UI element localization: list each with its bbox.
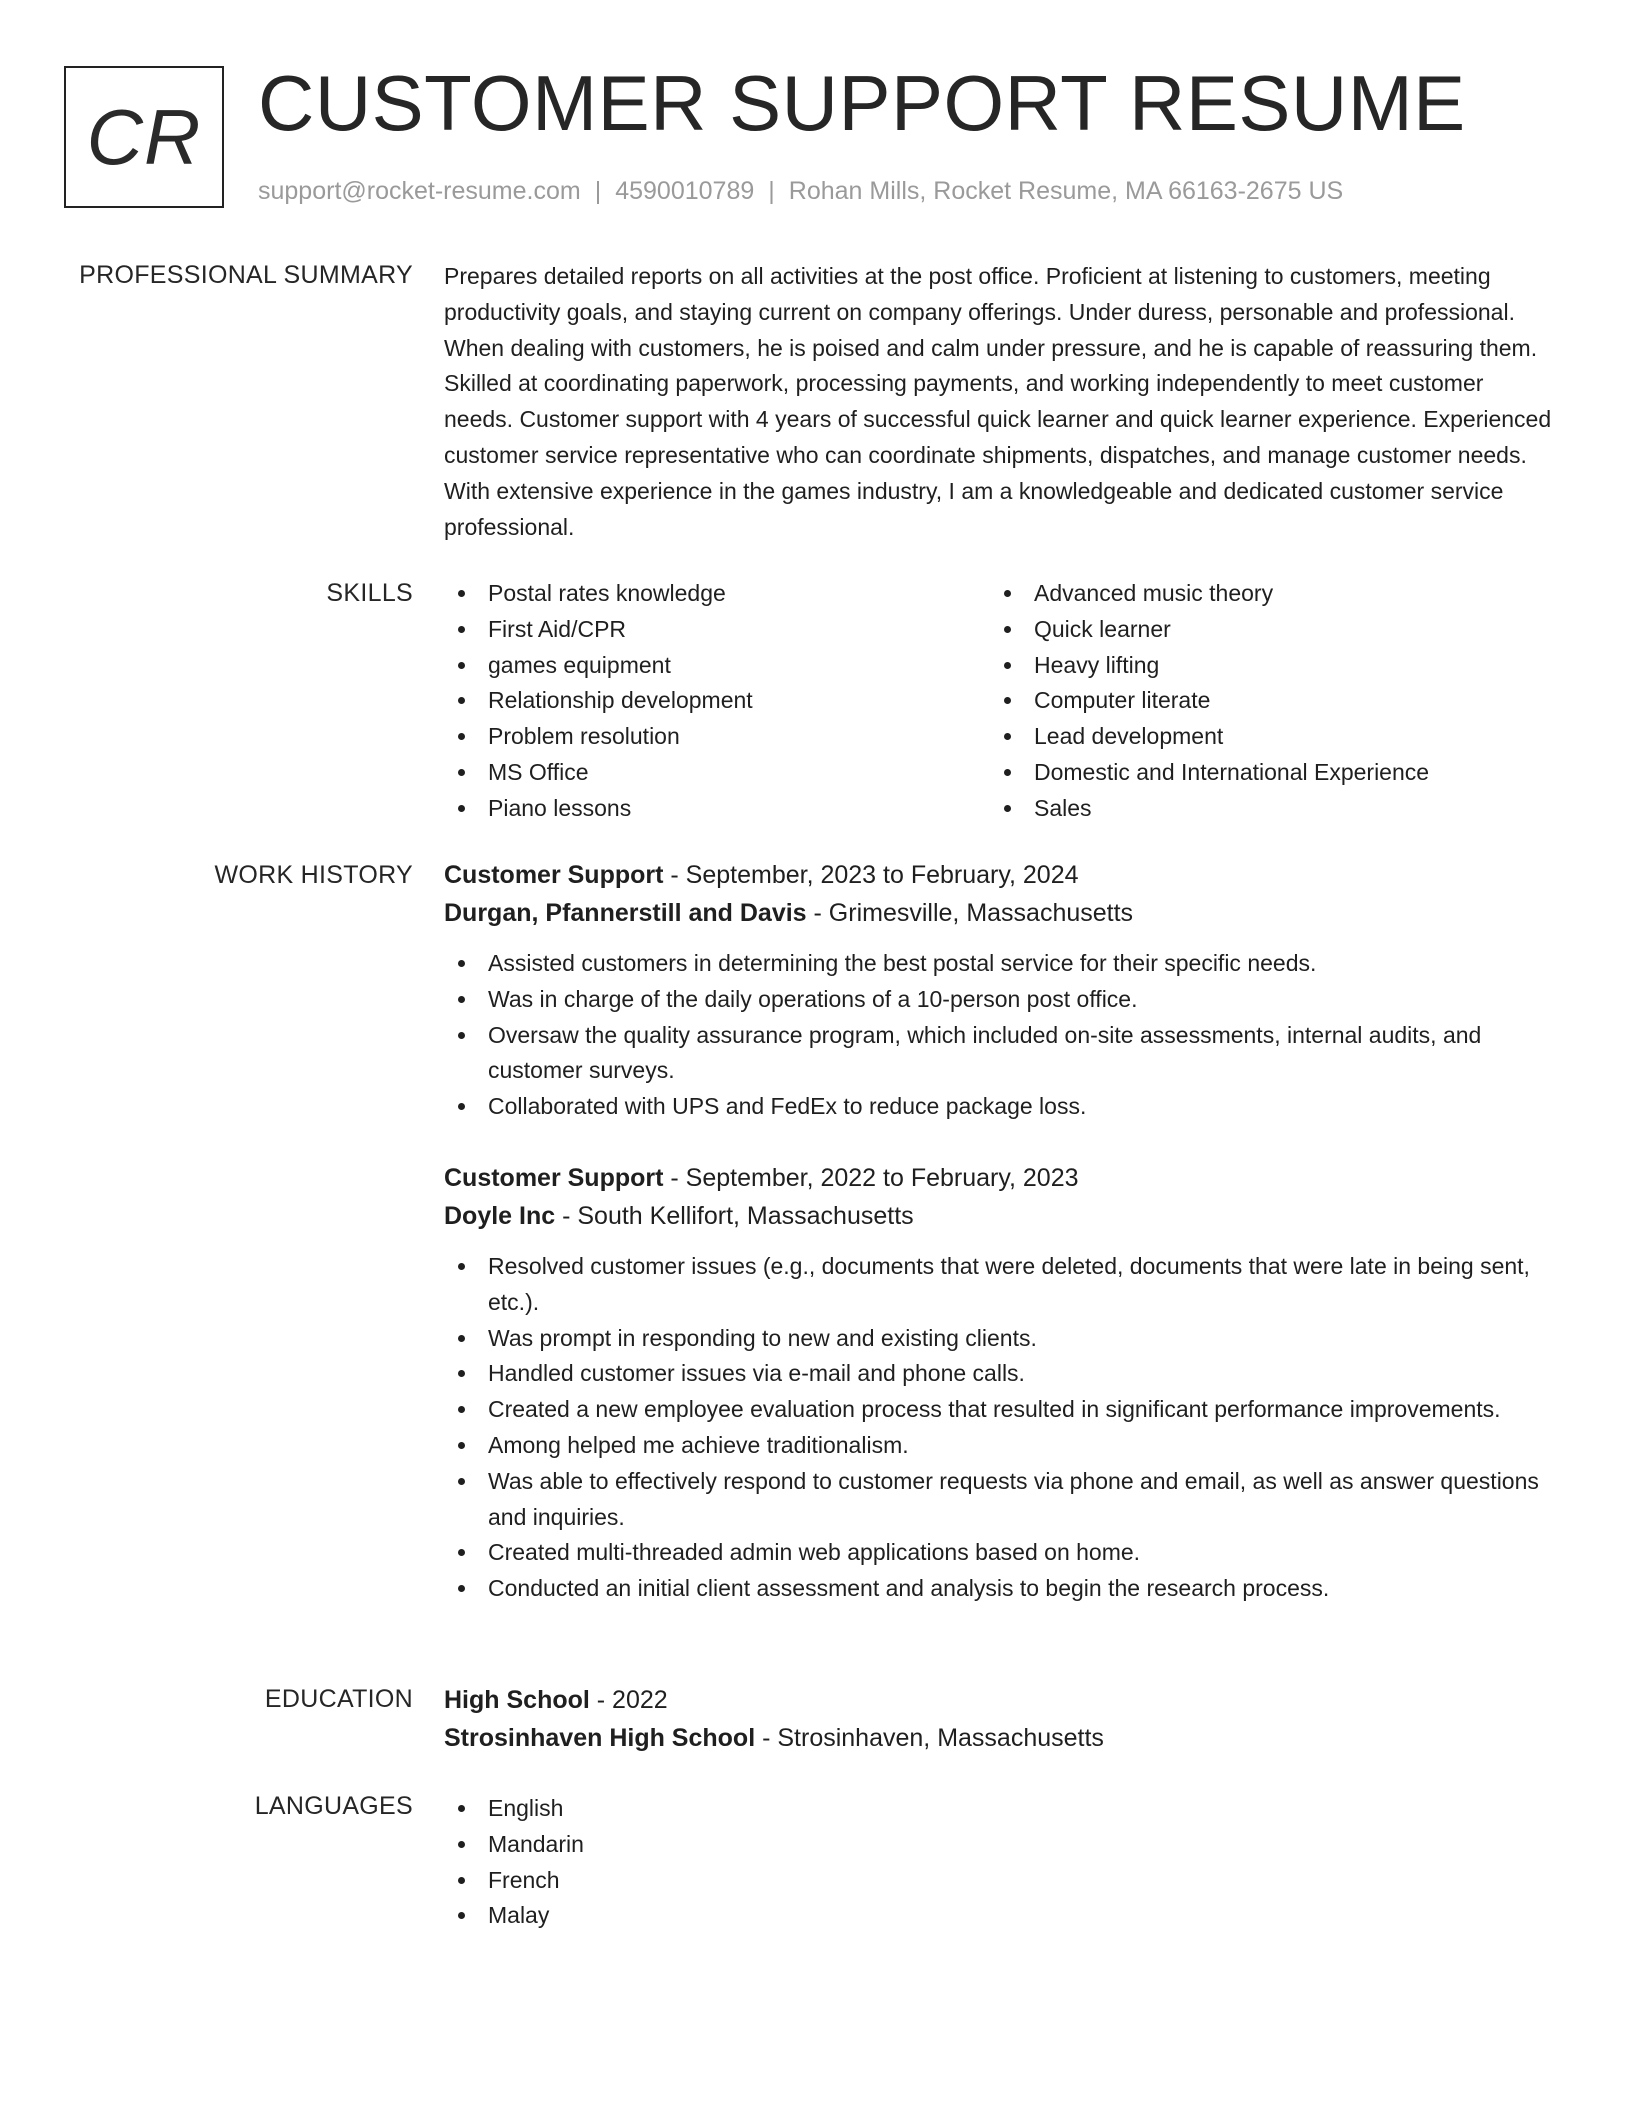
- contact-separator: |: [768, 177, 775, 205]
- contact-address: Rohan Mills, Rocket Resume, MA 66163-2675 US: [788, 177, 1344, 205]
- school-location: - Strosinhaven, Massachusetts: [755, 1724, 1104, 1752]
- list-item: Resolved customer issues (e.g., documents that were deleted, documents that were late in being sent, etc.).: [444, 1249, 1554, 1321]
- graduation-year: - 2022: [589, 1686, 668, 1714]
- summary-text: Prepares detailed reports on all activities at the post office. Proficient at listening to customers, meeting productivity goals, and staying current on company offerings. Under duress, personable and professional. When dealing with customers, he is poised and calm under pressure, and he is capable of reassuring them. Skilled at coordinating paperwork, processing payments, and working independently to meet customer needs. Customer support with 4 years of successful quick learner and quick learner experience. Experienced customer service representative who can coordinate shipments, dispatches, and manage customer needs. With extensive experience in the games industry, I am a knowledgeable and dedicated customer service professional.: [444, 263, 1552, 540]
- list-item: Was in charge of the daily operations of a 10-person post office.: [444, 982, 1554, 1018]
- list-item: First Aid/CPR: [444, 612, 990, 648]
- job-duties-list: [444, 1249, 1554, 1607]
- contact-separator: |: [594, 177, 602, 205]
- skills-heading: SKILLS: [326, 579, 413, 607]
- skills-list-right: [990, 576, 1536, 827]
- list-item: MS Office: [444, 755, 990, 791]
- list-item: Problem resolution: [444, 719, 990, 755]
- languages-list: [444, 1791, 1554, 1934]
- job-company-line: [444, 1197, 1554, 1235]
- list-item: Assisted customers in determining the best postal service for their specific needs.: [444, 946, 1554, 982]
- list-item: English: [444, 1791, 1554, 1827]
- resume-title: CUSTOMER SUPPORT RESUME: [258, 59, 1466, 147]
- list-item: Created multi-threaded admin web applications based on home.: [444, 1535, 1554, 1571]
- job-duties-list: [444, 946, 1554, 1125]
- list-item: Created a new employee evaluation process that resulted in significant performance improvements.: [444, 1392, 1554, 1428]
- school-line: [444, 1719, 1554, 1757]
- list-item: Collaborated with UPS and FedEx to reduce package loss.: [444, 1089, 1554, 1125]
- job-title: Customer Support: [444, 861, 664, 889]
- degree: High School: [444, 1686, 590, 1714]
- list-item: Lead development: [990, 719, 1536, 755]
- degree-line: [444, 1681, 1554, 1719]
- job-company: Durgan, Pfannerstill and Davis: [444, 899, 807, 927]
- list-item: Sales: [990, 791, 1536, 827]
- skills-columns: [444, 576, 1554, 827]
- list-item: games equipment: [444, 648, 990, 684]
- job-dates: - September, 2022 to February, 2023: [663, 1163, 1079, 1192]
- list-item: Was prompt in responding to new and existing clients.: [444, 1321, 1554, 1357]
- list-item: Mandarin: [444, 1827, 1554, 1863]
- contact-email[interactable]: support@rocket-resume.com: [258, 177, 581, 205]
- list-item: Computer literate: [990, 683, 1536, 719]
- work-history-heading: WORK HISTORY: [214, 861, 413, 889]
- list-item: Oversaw the quality assurance program, which included on-site assessments, internal audits, and customer surveys.: [444, 1018, 1554, 1090]
- school-name: Strosinhaven High School: [444, 1724, 756, 1752]
- list-item: Malay: [444, 1898, 1554, 1934]
- job-location: - South Kellifort, Massachusetts: [555, 1201, 914, 1230]
- job-location: - Grimesville, Massachusetts: [806, 899, 1134, 927]
- job-company-line: [444, 894, 1554, 932]
- job-company: Doyle Inc: [444, 1201, 556, 1230]
- list-item: Postal rates knowledge: [444, 576, 990, 612]
- list-item: Advanced music theory: [990, 576, 1536, 612]
- education-heading: EDUCATION: [264, 1685, 413, 1713]
- list-item: Was able to effectively respond to customer requests via phone and email, as well as answer questions and inquiries.: [444, 1464, 1554, 1536]
- list-item: Conducted an initial client assessment and analysis to begin the research process.: [444, 1571, 1554, 1607]
- list-item: Among helped me achieve traditionalism.: [444, 1428, 1554, 1464]
- languages-heading: LANGUAGES: [254, 1792, 413, 1820]
- list-item: Handled customer issues via e-mail and phone calls.: [444, 1356, 1554, 1392]
- job-title-line: [444, 856, 1554, 894]
- list-item: French: [444, 1863, 1554, 1899]
- list-item: Piano lessons: [444, 791, 990, 827]
- job-dates: - September, 2023 to February, 2024: [663, 861, 1079, 889]
- job-entry: [444, 1159, 1554, 1607]
- job-entry: [444, 856, 1554, 1125]
- list-item: Heavy lifting: [990, 648, 1536, 684]
- job-title-line: [444, 1159, 1554, 1197]
- summary-heading: PROFESSIONAL SUMMARY: [79, 261, 413, 289]
- list-item: Relationship development: [444, 683, 990, 719]
- contact-line: [258, 174, 1343, 208]
- contact-phone[interactable]: 4590010789: [615, 177, 755, 205]
- list-item: Quick learner: [990, 612, 1536, 648]
- skills-list-left: [444, 576, 990, 827]
- job-title: Customer Support: [444, 1163, 664, 1192]
- list-item: Domestic and International Experience: [990, 755, 1536, 791]
- monogram-logo: CR: [64, 66, 224, 208]
